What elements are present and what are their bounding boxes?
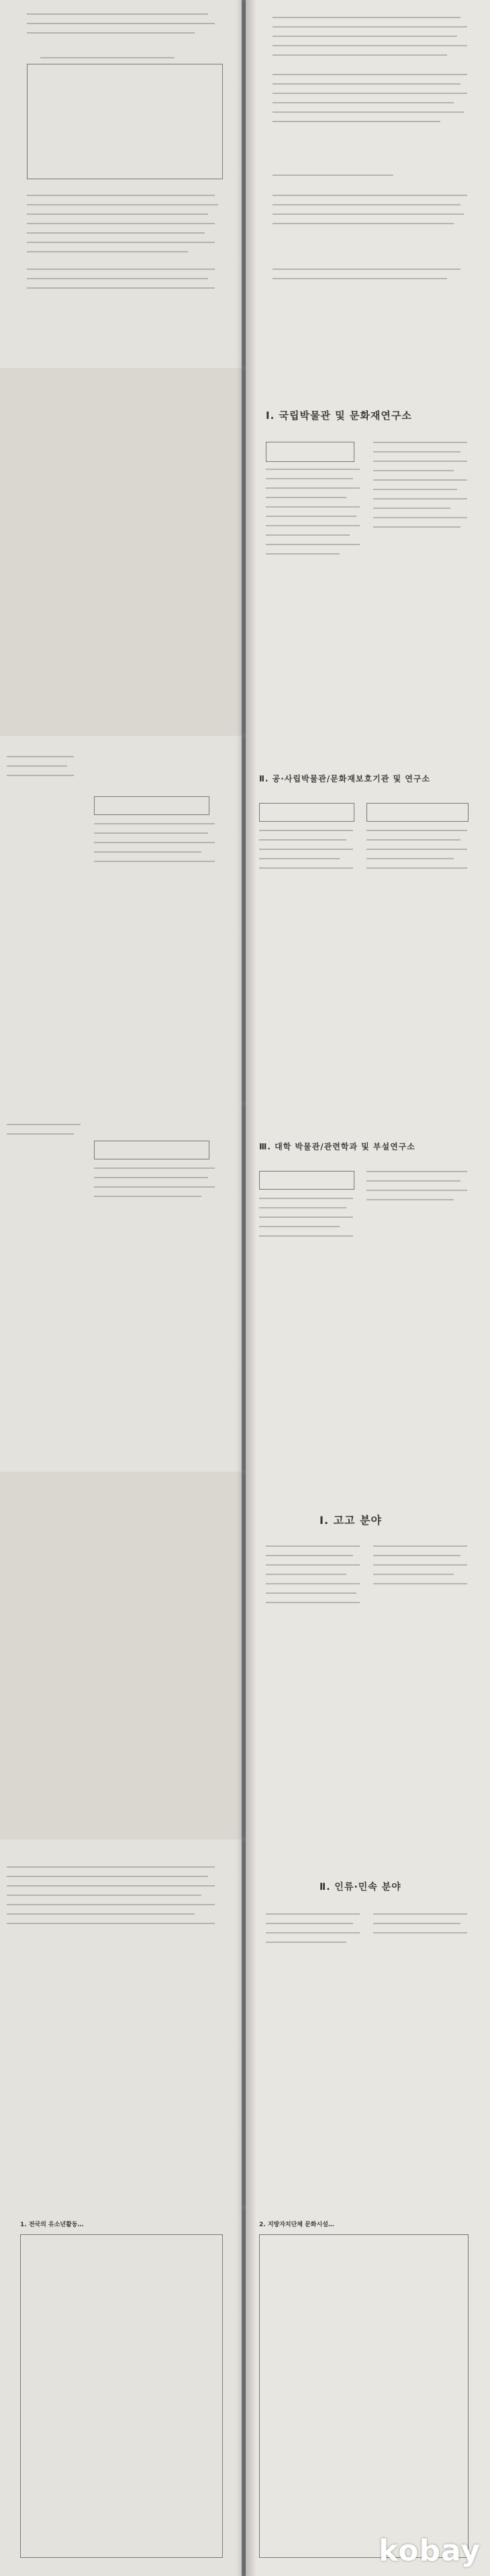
left-page xyxy=(0,1104,242,1472)
right-page xyxy=(246,368,490,736)
entry-box xyxy=(266,442,354,462)
left-page xyxy=(0,2207,242,2576)
left-page xyxy=(0,368,242,736)
kobay-watermark: kobay xyxy=(379,2534,481,2568)
page-heading: Ⅰ. 국립박물관 및 문화재연구소 xyxy=(266,410,412,422)
left-page xyxy=(0,736,242,1104)
right-page xyxy=(246,736,490,1104)
right-page xyxy=(246,0,490,368)
page-heading: Ⅲ. 대학 박물관/관련학과 및 부설연구소 xyxy=(259,1142,415,1151)
spread-7 xyxy=(0,2207,490,2576)
spread-3 xyxy=(0,736,490,1104)
left-page xyxy=(0,1840,242,2207)
right-page xyxy=(246,2207,490,2576)
right-page xyxy=(246,1104,490,1472)
entry-box xyxy=(94,796,209,815)
right-page xyxy=(246,1840,490,2207)
entry-box xyxy=(94,1141,209,1159)
spread-4 xyxy=(0,1104,490,1472)
table-frame xyxy=(27,64,223,179)
page-heading: Ⅱ. 인류·민속 분야 xyxy=(320,1882,401,1893)
entry-box xyxy=(259,1171,354,1190)
entry-box xyxy=(366,803,469,822)
left-page xyxy=(0,0,242,368)
table-heading: 2. 지방자치단체 문화시설… xyxy=(259,2222,334,2228)
right-page xyxy=(246,1472,490,1840)
entry-box xyxy=(259,803,354,822)
table-heading: 1. 전국의 유소년활동… xyxy=(20,2222,84,2228)
left-page xyxy=(0,1472,242,1840)
spread-6 xyxy=(0,1840,490,2207)
spread-2 xyxy=(0,368,490,736)
page-heading: Ⅰ. 고고 분야 xyxy=(320,1514,382,1527)
page-heading: Ⅱ. 공·사립박물관/문화재보호기관 및 연구소 xyxy=(259,774,431,783)
spread-5 xyxy=(0,1472,490,1840)
table-frame xyxy=(20,2234,223,2558)
table-frame xyxy=(259,2234,469,2558)
spread-1 xyxy=(0,0,490,368)
